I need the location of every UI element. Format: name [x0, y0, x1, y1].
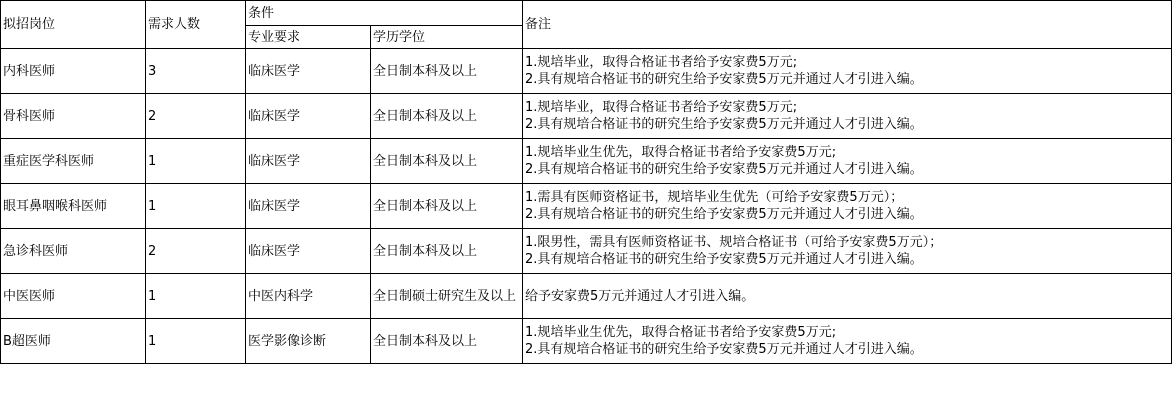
cell-position: 眼耳鼻咽喉科医师 [1, 184, 146, 229]
cell-major: 中医内科学 [246, 274, 371, 319]
cell-education: 全日制本科及以上 [371, 49, 523, 94]
cell-education: 全日制本科及以上 [371, 139, 523, 184]
header-education: 学历学位 [371, 26, 523, 49]
remark-line: 1.限男性，需具有医师资格证书、规培合格证书（可给予安家费5万元）； [525, 235, 943, 250]
remark-line: 1.规培毕业生优先，取得合格证书者给予安家费5万元; [525, 145, 837, 160]
header-row [1, 1, 1172, 26]
remark-line: 2.具有规培合格证书的研究生给予安家费5万元并通过人才引进入编。 [525, 252, 923, 267]
header-conditions: 条件 [246, 1, 523, 26]
cell-education: 全日制硕士研究生及以上 [371, 274, 523, 319]
cell-remarks [523, 139, 1172, 184]
remark-line: 2.具有规培合格证书的研究生给予安家费5万元并通过人才引进入编。 [525, 207, 923, 222]
cell-remarks [523, 184, 1172, 229]
cell-remarks [523, 229, 1172, 274]
cell-count: 3 [146, 49, 246, 94]
remark-line: 1.规培毕业，取得合格证书者给予安家费5万元; [525, 100, 798, 115]
cell-major: 临床医学 [246, 139, 371, 184]
cell-major: 医学影像诊断 [246, 319, 371, 364]
table-row [1, 94, 1172, 139]
cell-major: 临床医学 [246, 94, 371, 139]
cell-count: 1 [146, 319, 246, 364]
cell-major: 临床医学 [246, 184, 371, 229]
table-row [1, 319, 1172, 364]
cell-position: 重症医学科医师 [1, 139, 146, 184]
remark-line: 2.具有规培合格证书的研究生给予安家费5万元并通过人才引进入编。 [525, 117, 923, 132]
cell-position: 急诊科医师 [1, 229, 146, 274]
remark-line: 1.规培毕业，取得合格证书者给予安家费5万元; [525, 55, 798, 70]
header-position: 拟招岗位 [1, 1, 146, 49]
cell-education: 全日制本科及以上 [371, 184, 523, 229]
header-count: 需求人数 [146, 1, 246, 49]
cell-major: 临床医学 [246, 49, 371, 94]
cell-position: 内科医师 [1, 49, 146, 94]
cell-count: 1 [146, 184, 246, 229]
cell-education: 全日制本科及以上 [371, 94, 523, 139]
remark-line: 2.具有规培合格证书的研究生给予安家费5万元并通过人才引进入编。 [525, 162, 923, 177]
cell-position: 中医医师 [1, 274, 146, 319]
remark-line: 2.具有规培合格证书的研究生给予安家费5万元并通过人才引进入编。 [525, 342, 923, 357]
cell-remarks [523, 319, 1172, 364]
remark-line: 1.规培毕业生优先，取得合格证书者给予安家费5万元; [525, 325, 837, 340]
table-row [1, 274, 1172, 319]
cell-remarks [523, 49, 1172, 94]
cell-remarks [523, 94, 1172, 139]
header-remarks: 备注 [523, 1, 1172, 49]
table-row [1, 139, 1172, 184]
cell-position: B超医师 [1, 319, 146, 364]
cell-count: 2 [146, 229, 246, 274]
cell-count: 1 [146, 274, 246, 319]
table-row [1, 184, 1172, 229]
remark-line: 给予安家费5万元并通过人才引进入编。 [525, 288, 755, 304]
remark-line: 1.需具有医师资格证书，规培毕业生优先（可给予安家费5万元）； [525, 190, 904, 205]
header-major: 专业要求 [246, 26, 371, 49]
table-row [1, 49, 1172, 94]
cell-count: 2 [146, 94, 246, 139]
cell-position: 骨科医师 [1, 94, 146, 139]
cell-education: 全日制本科及以上 [371, 229, 523, 274]
cell-major: 临床医学 [246, 229, 371, 274]
cell-remarks [523, 274, 1172, 319]
cell-count: 1 [146, 139, 246, 184]
cell-education: 全日制本科及以上 [371, 319, 523, 364]
table-row [1, 229, 1172, 274]
remark-line: 2.具有规培合格证书的研究生给予安家费5万元并通过人才引进入编。 [525, 72, 923, 87]
